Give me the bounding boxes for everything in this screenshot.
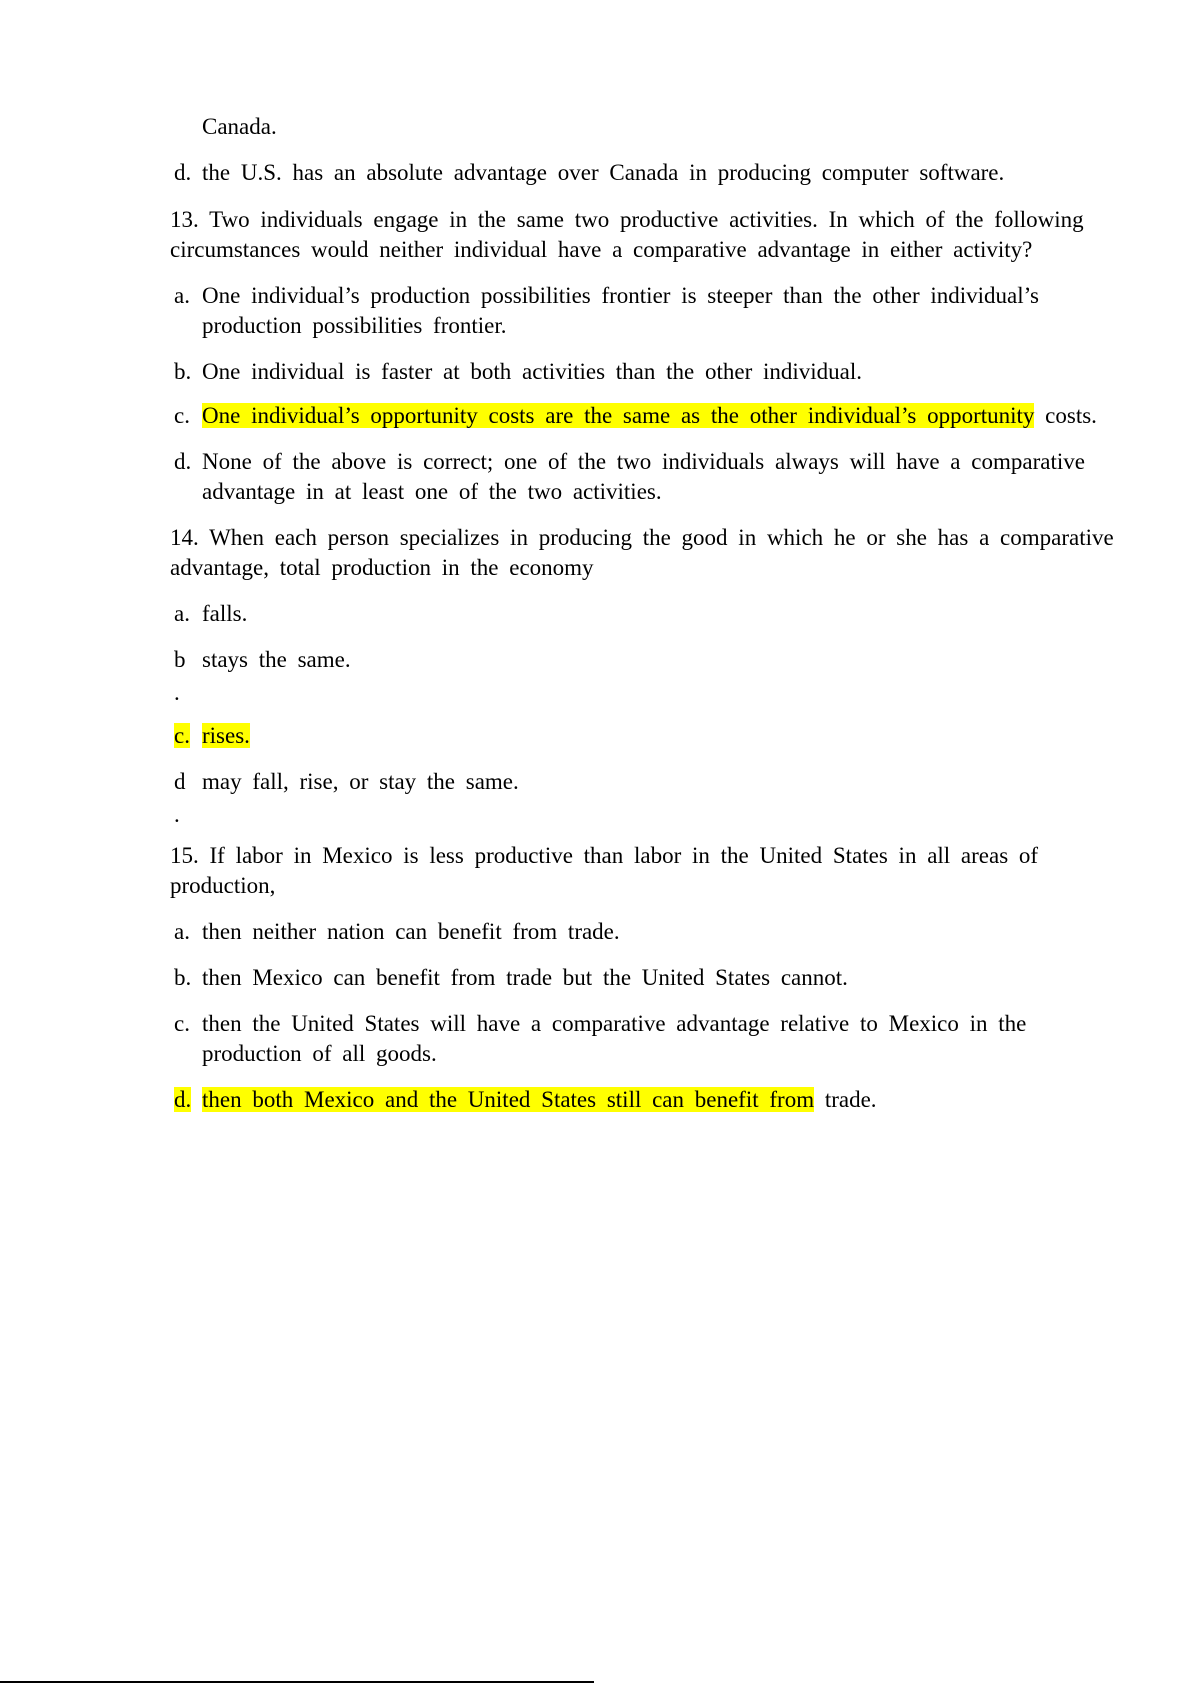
q14-option-b-text: stays the same. bbox=[202, 647, 351, 672]
q13-option-d-label: d. bbox=[174, 449, 192, 474]
q13-option-b-line1: One individual is faster at both activities than the other individual. bbox=[202, 359, 862, 384]
highlight-mark: c. bbox=[174, 723, 190, 748]
q14-stem-line2: advantage, total production in the economy bbox=[170, 555, 594, 580]
highlight-mark: rises. bbox=[202, 723, 250, 748]
q15-option-b-line1: then Mexico can benefit from trade but the United States cannot. bbox=[202, 965, 848, 990]
q14-option-c-label bbox=[174, 721, 190, 751]
q13-option-c-rest: costs. bbox=[1034, 403, 1097, 428]
q13-option-c-label: c. bbox=[174, 403, 190, 428]
q15-option-b-label: b. bbox=[174, 965, 192, 990]
page-bottom-rule bbox=[0, 1681, 594, 1683]
highlight-mark: One individual’s opportunity costs are the same as the other individual’s opportunity bbox=[202, 403, 1035, 428]
q15-option-d-line bbox=[202, 1085, 877, 1115]
q12-option-d-label: d. bbox=[174, 160, 192, 185]
q14-option-b-label: b bbox=[174, 647, 186, 672]
q12-option-d-text: the U.S. has an absolute advantage over Canada in producing computer software. bbox=[202, 160, 1005, 185]
q14-option-a-label: a. bbox=[174, 601, 190, 626]
q15-option-d-rest: trade. bbox=[814, 1087, 877, 1112]
q13-option-b-label: b. bbox=[174, 359, 192, 384]
q15-stem-line2: production, bbox=[170, 873, 276, 898]
q15-option-d-label bbox=[174, 1085, 191, 1115]
q12-option-c-tail: Canada. bbox=[202, 114, 277, 139]
q13-option-d-line1: None of the above is correct; one of the two individuals always will have a comparative bbox=[202, 449, 1085, 474]
q13-option-c-line bbox=[202, 401, 1097, 431]
q14-option-a-text: falls. bbox=[202, 601, 248, 626]
highlight-mark: d. bbox=[174, 1087, 192, 1112]
q15-stem-line1: 15. If labor in Mexico is less productive than labor in the United States in all areas of bbox=[170, 843, 1039, 868]
highlight-mark: then both Mexico and the United States still can benefit from bbox=[202, 1087, 815, 1112]
q15-option-a-label: a. bbox=[174, 919, 190, 944]
q15-option-c-label: c. bbox=[174, 1011, 190, 1036]
q14-option-d-text: may fall, rise, or stay the same. bbox=[202, 769, 519, 794]
q13-option-a-line2: production possibilities frontier. bbox=[202, 313, 507, 338]
q14-option-d-label: d bbox=[174, 769, 186, 794]
q14-option-d-dot: . bbox=[174, 802, 180, 827]
q14-stem-line1: 14. When each person specializes in producing the good in which he or she has a comparative bbox=[170, 525, 1114, 550]
q15-option-a-line1: then neither nation can benefit from trade. bbox=[202, 919, 620, 944]
q13-stem-line1: 13. Two individuals engage in the same two productive activities. In which of the following bbox=[170, 207, 1084, 232]
q15-option-c-line1: then the United States will have a comparative advantage relative to Mexico in the bbox=[202, 1011, 1027, 1036]
q14-option-c-text bbox=[202, 721, 250, 751]
q13-option-a-label: a. bbox=[174, 283, 190, 308]
q15-option-c-line2: production of all goods. bbox=[202, 1041, 437, 1066]
q13-stem-line2: circumstances would neither individual have a comparative advantage in either activity? bbox=[170, 237, 1033, 262]
q14-option-b-dot: . bbox=[174, 680, 180, 705]
q13-option-a-line1: One individual’s production possibilities frontier is steeper than the other individual’s bbox=[202, 283, 1039, 308]
q13-option-d-line2: advantage in at least one of the two activities. bbox=[202, 479, 662, 504]
